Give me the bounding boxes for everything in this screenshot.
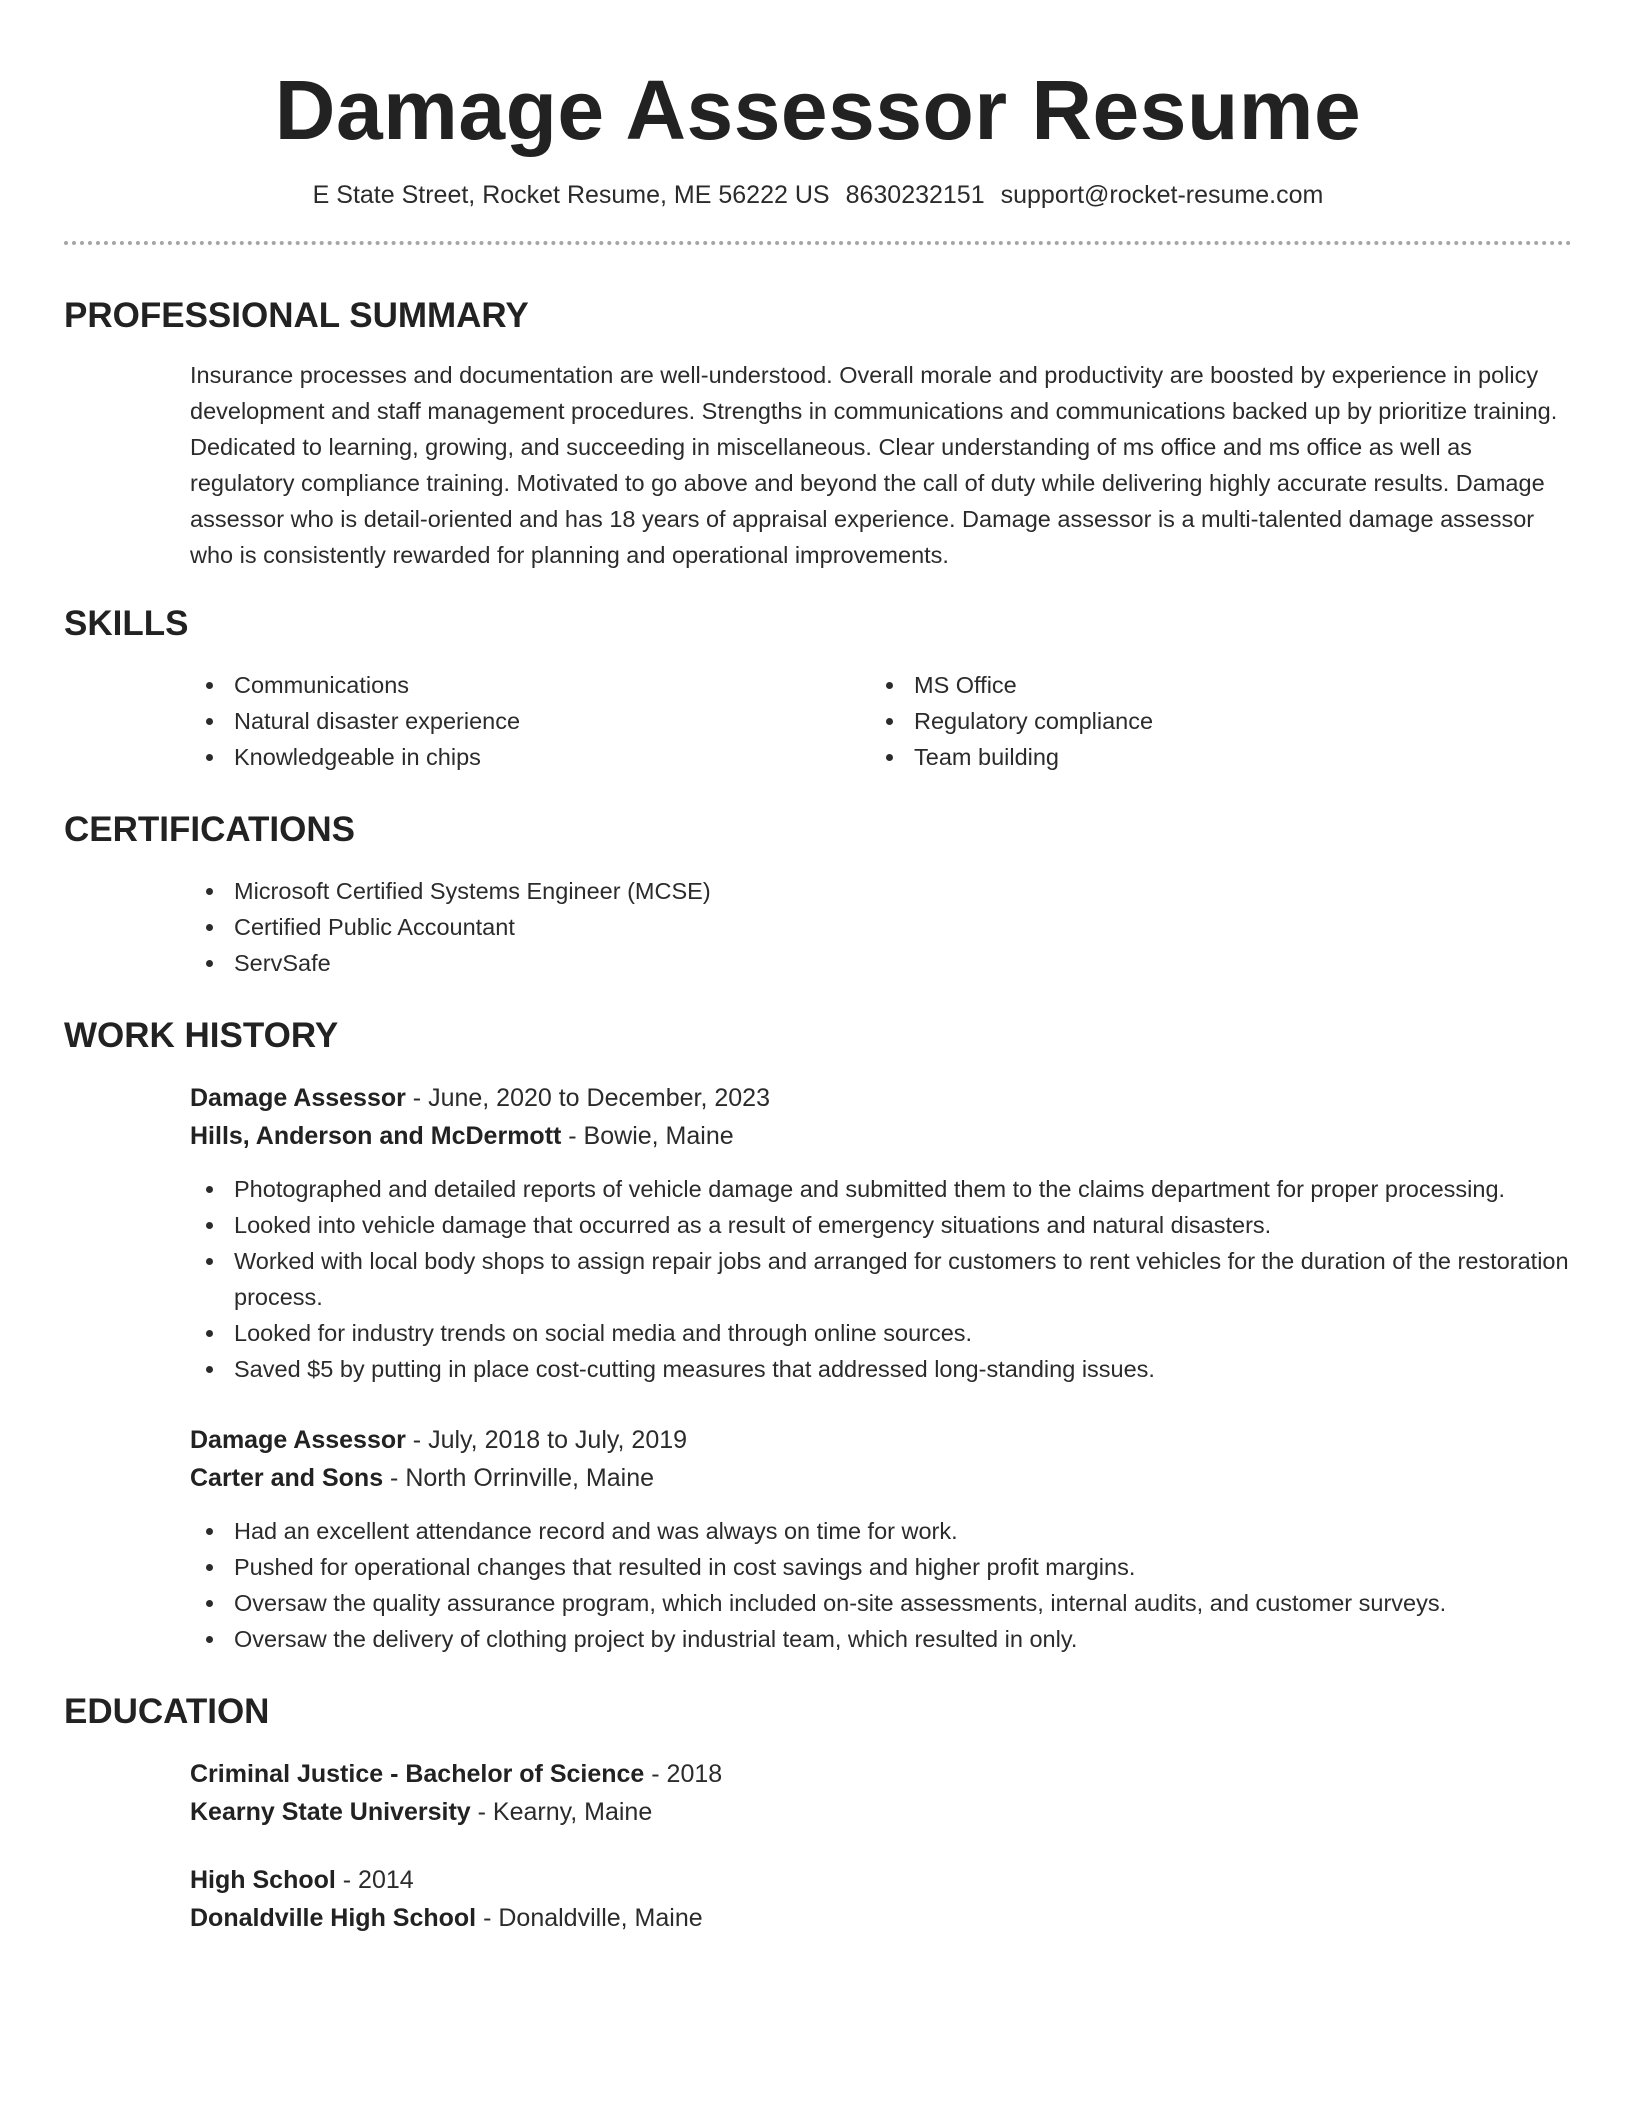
header-divider: [64, 241, 1572, 245]
skill-item: Team building: [870, 739, 1550, 775]
job-bullet: Saved $5 by putting in place cost-cutting measures that addressed long-standing issues.: [190, 1351, 1572, 1387]
certification-item: Certified Public Accountant: [190, 909, 1572, 945]
job-company-line: [190, 1459, 1572, 1497]
education-school: Kearny State University: [190, 1798, 471, 1827]
job-title: Damage Assessor: [190, 1426, 406, 1455]
job-bullet: Looked for industry trends on social media and through online sources.: [190, 1315, 1572, 1351]
job-title: Damage Assessor: [190, 1084, 406, 1113]
education-heading: EDUCATION: [64, 1692, 270, 1732]
contact-email: support@rocket-resume.com: [1000, 180, 1324, 209]
skills-grid: [190, 667, 1572, 775]
job-entry: [190, 1421, 1572, 1657]
job-location: - North Orrinville, Maine: [383, 1464, 655, 1493]
job-bullets: [190, 1513, 1572, 1657]
job-company: Hills, Anderson and McDermott: [190, 1122, 562, 1151]
education-school-line: [190, 1793, 1572, 1831]
contact-phone: 8630232151: [845, 180, 985, 209]
education-school: Donaldville High School: [190, 1904, 477, 1933]
skills-column-right: [870, 667, 1550, 775]
certifications-list: [190, 873, 1572, 981]
education-entry: [190, 1861, 1572, 1937]
skill-item: MS Office: [870, 667, 1550, 703]
skills-heading: SKILLS: [64, 604, 189, 644]
job-title-line: [190, 1421, 1572, 1459]
summary-heading: PROFESSIONAL SUMMARY: [64, 296, 529, 336]
education-degree-line: [190, 1755, 1572, 1793]
education-location: - Donaldville, Maine: [476, 1904, 703, 1933]
job-title-line: [190, 1079, 1572, 1117]
job-bullet: Worked with local body shops to assign repair jobs and arranged for customers to rent vehicles for the duration of the restoration process.: [190, 1243, 1572, 1315]
job-company: Carter and Sons: [190, 1464, 384, 1493]
certifications-section: [64, 809, 1572, 981]
job-bullet: Looked into vehicle damage that occurred as a result of emergency situations and natural disasters.: [190, 1207, 1572, 1243]
education-school-line: [190, 1899, 1572, 1937]
education-year: - 2018: [644, 1760, 723, 1789]
contact-line: [64, 179, 1572, 212]
skill-item: Regulatory compliance: [870, 703, 1550, 739]
summary-text: Insurance processes and documentation are well-understood. Overall morale and productivity are boosted by experience in policy development and staff management procedures. Strengths in communications and communications backed up by prioritize training. Dedicated to learning, growing, and succeeding in miscellaneous. Clear understanding of ms office and ms office as well as regulatory compliance training. Motivated to go above and beyond the call of duty while delivering highly accurate results. Damage assessor who is detail-oriented and has 18 years of appraisal experience. Damage assessor is a multi-talented damage assessor who is consistently rewarded for planning and operational improvements.: [190, 362, 1558, 569]
job-location: - Bowie, Maine: [561, 1122, 734, 1151]
education-entry: [190, 1755, 1572, 1831]
work-history-heading: WORK HISTORY: [64, 1016, 339, 1056]
skill-item: Natural disaster experience: [190, 703, 870, 739]
job-dates: - July, 2018 to July, 2019: [405, 1426, 688, 1455]
education-degree: High School: [190, 1866, 336, 1895]
education-year: - 2014: [335, 1866, 414, 1895]
job-bullet: Pushed for operational changes that resulted in cost savings and higher profit margins.: [190, 1549, 1572, 1585]
job-dates: - June, 2020 to December, 2023: [405, 1084, 770, 1113]
education-degree-line: [190, 1861, 1572, 1899]
contact-address: E State Street, Rocket Resume, ME 56222 US: [312, 180, 830, 209]
job-bullet: Oversaw the quality assurance program, which included on-site assessments, internal audits, and customer surveys.: [190, 1585, 1572, 1621]
job-bullets: [190, 1171, 1572, 1387]
job-company-line: [190, 1117, 1572, 1155]
resume-title: Damage Assessor Resume: [274, 63, 1362, 157]
skill-item: Knowledgeable in chips: [190, 739, 870, 775]
certification-item: ServSafe: [190, 945, 1572, 981]
certification-item: Microsoft Certified Systems Engineer (MCSE): [190, 873, 1572, 909]
resume-page: [64, 0, 1572, 2112]
skill-item: Communications: [190, 667, 870, 703]
education-section: [64, 1691, 1572, 1937]
summary-section: [64, 295, 1572, 573]
skills-column-left: [190, 667, 870, 775]
job-bullet: Had an excellent attendance record and was always on time for work.: [190, 1513, 1572, 1549]
education-degree: Criminal Justice - Bachelor of Science: [190, 1760, 645, 1789]
certifications-heading: CERTIFICATIONS: [64, 810, 356, 850]
job-bullet: Photographed and detailed reports of vehicle damage and submitted them to the claims department for proper processing.: [190, 1171, 1572, 1207]
education-location: - Kearny, Maine: [470, 1798, 653, 1827]
job-entry: [190, 1079, 1572, 1387]
work-history-section: [64, 1015, 1572, 1657]
skills-section: [64, 603, 1572, 775]
job-bullet: Oversaw the delivery of clothing project by industrial team, which resulted in only.: [190, 1621, 1572, 1657]
